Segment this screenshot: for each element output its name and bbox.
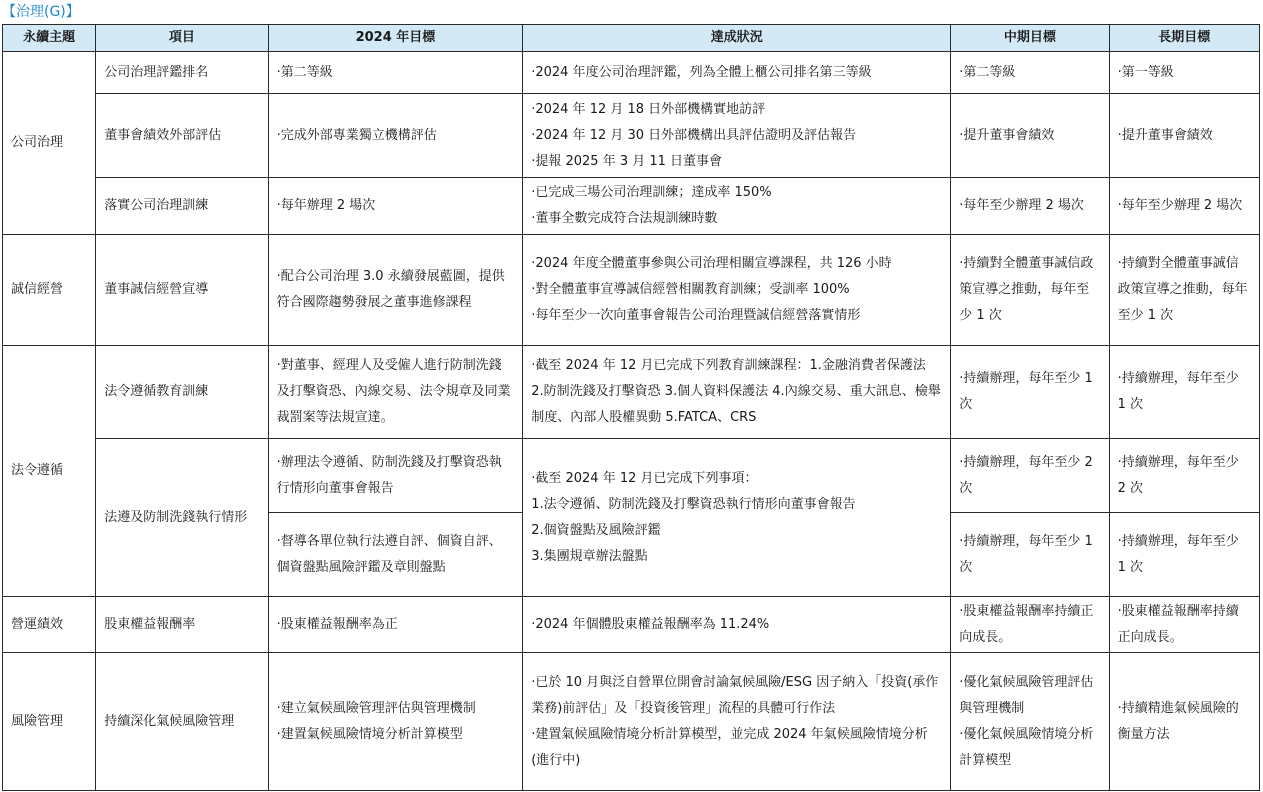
- theme-cell: 營運績效: [3, 597, 96, 653]
- table-row: [3, 597, 1260, 653]
- item-cell: 董事會績效外部評估: [96, 94, 268, 178]
- mid-target-cell: ‧股東權益報酬率持續正向成長。: [951, 597, 1109, 653]
- mid-target-cell: ‧持續辦理，每年至少 1 次: [951, 513, 1109, 597]
- long-target-cell: ‧第一等級: [1109, 52, 1259, 94]
- mid-target-cell: ‧提升董事會績效: [951, 94, 1109, 178]
- item-cell: 法令遵循教育訓練: [96, 346, 268, 439]
- status-line: ‧2024 年 12 月 18 日外部機構實地訪評: [531, 101, 766, 117]
- status-line: ‧2024 年 12 月 30 日外部機構出具評估證明及評估報告: [531, 127, 857, 143]
- target-line: ‧建立氣候風險管理評估與管理機制: [276, 700, 476, 716]
- long-target-cell: ‧持續辦理，每年至少 1 次: [1109, 346, 1259, 439]
- item-cell: 法遵及防制洗錢執行情形: [96, 439, 268, 597]
- header-theme: 永續主題: [3, 25, 96, 52]
- table-row: [3, 235, 1260, 346]
- mid-target-cell: ‧持續辦理，每年至少 2 次: [951, 439, 1109, 513]
- table-row: [3, 653, 1260, 791]
- status-line: ‧每年至少一次向董事會報告公司治理暨誠信經營落實情形: [531, 308, 861, 323]
- status-cell: [523, 94, 951, 178]
- status-line: ‧董事全數完成符合法規訓練時數: [531, 211, 718, 226]
- status-cell: ‧2024 年個體股東權益報酬率為 11.24%: [523, 597, 951, 653]
- status-cell: [523, 653, 951, 791]
- target-cell: ‧第二等級: [268, 52, 523, 94]
- table-row: [3, 439, 1260, 513]
- status-cell: ‧截至 2024 年 12 月已完成下列教育訓練課程：1.金融消費者保護法 2.防制洗錢及打擊資恐 3.個人資料保護法 4.內線交易、重大訊息、檢舉制度、內部人股權異動 5.FATCA、CRS: [523, 346, 951, 439]
- mid-target-line: ‧優化氣候風險情境分析計算模型: [959, 726, 1094, 768]
- table-row: [3, 346, 1260, 439]
- long-target-cell: ‧持續精進氣候風險的衡量方法: [1109, 653, 1259, 791]
- mid-target-cell: ‧第二等級: [951, 52, 1109, 94]
- status-line: ‧2024 年度全體董事參與公司治理相關宣導課程，共 126 小時: [531, 256, 892, 271]
- governance-table: [2, 24, 1260, 791]
- theme-cell: 法令遵循: [3, 346, 96, 597]
- target-cell: ‧每年辦理 2 場次: [268, 178, 523, 235]
- target-cell: ‧對董事、經理人及受僱人進行防制洗錢及打擊資恐、內線交易、法令規章及同業裁罰案等法規宣達。: [268, 346, 523, 439]
- item-cell: 公司治理評鑑排名: [96, 52, 268, 94]
- status-line: ‧提報 2025 年 3 月 11 日董事會: [531, 153, 723, 169]
- target-cell: ‧完成外部專業獨立機構評估: [268, 94, 523, 178]
- status-line: ‧對全體董事宣導誠信經營相關教育訓練；受訓率 100%: [531, 282, 850, 297]
- header-mid-target: 中期目標: [951, 25, 1109, 52]
- status-line: ‧已於 10 月與泛自營單位開會討論氣候風險/ESG 因子納入「投資(承作業務)前評估」及「投資後管理」流程的具體可行作法: [531, 674, 939, 716]
- status-line: ‧截至 2024 年 12 月已完成下列事項：: [531, 470, 758, 486]
- table-row: [3, 94, 1260, 178]
- item-cell: 股東權益報酬率: [96, 597, 268, 653]
- item-cell: 董事誠信經營宣導: [96, 235, 268, 346]
- mid-target-cell: [951, 653, 1109, 791]
- item-cell: 落實公司治理訓練: [96, 178, 268, 235]
- status-line: ‧已完成三場公司治理訓練；達成率 150%: [531, 185, 772, 200]
- target-cell: ‧配合公司治理 3.0 永續發展藍圖，提供符合國際趨勢發展之董事進修課程: [268, 235, 523, 346]
- long-target-cell: ‧每年至少辦理 2 場次: [1109, 178, 1259, 235]
- theme-cell: 公司治理: [3, 52, 96, 235]
- target-line: ‧建置氣候風險情境分析計算模型: [276, 726, 463, 742]
- header-status: 達成狀況: [523, 25, 951, 52]
- status-cell: ‧2024 年度公司治理評鑑，列為全體上櫃公司排名第三等級: [523, 52, 951, 94]
- status-cell: [523, 235, 951, 346]
- target-cell: ‧督導各單位執行法遵自評、個資自評、個資盤點風險評鑑及章則盤點: [268, 513, 523, 597]
- status-line: 3.集團規章辦法盤點: [531, 548, 648, 564]
- long-target-cell: ‧持續辦理，每年至少 1 次: [1109, 513, 1259, 597]
- target-cell: [268, 653, 523, 791]
- header-item: 項目: [96, 25, 268, 52]
- section-title: 【治理(G)】: [2, 4, 80, 20]
- status-cell: [523, 439, 951, 597]
- theme-cell: 誠信經營: [3, 235, 96, 346]
- mid-target-line: ‧優化氣候風險管理評估與管理機制: [959, 674, 1094, 716]
- status-cell: [523, 178, 951, 235]
- long-target-cell: ‧股東權益報酬率持續正向成長。: [1109, 597, 1259, 653]
- target-cell: ‧股東權益報酬率為正: [268, 597, 523, 653]
- target-cell: ‧辦理法令遵循、防制洗錢及打擊資恐執行情形向董事會報告: [268, 439, 523, 513]
- mid-target-cell: ‧持續辦理，每年至少 1 次: [951, 346, 1109, 439]
- theme-cell: 風險管理: [3, 653, 96, 791]
- table-row: [3, 52, 1260, 94]
- mid-target-cell: ‧每年至少辦理 2 場次: [951, 178, 1109, 235]
- long-target-cell: ‧持續對全體董事誠信政策宣導之推動，每年至少 1 次: [1109, 235, 1259, 346]
- status-line: 2.個資盤點及風險評鑑: [531, 522, 661, 538]
- header-long-target: 長期目標: [1109, 25, 1259, 52]
- long-target-cell: ‧提升董事會績效: [1109, 94, 1259, 178]
- status-line: ‧建置氣候風險情境分析計算模型，並完成 2024 年氣候風險情境分析(進行中): [531, 726, 928, 768]
- status-line: 1.法令遵循、防制洗錢及打擊資恐執行情形向董事會報告: [531, 496, 856, 512]
- item-cell: 持續深化氣候風險管理: [96, 653, 268, 791]
- long-target-cell: ‧持續辦理，每年至少 2 次: [1109, 439, 1259, 513]
- header-2024-target: 2024 年目標: [268, 25, 523, 52]
- table-row: [3, 178, 1260, 235]
- mid-target-cell: ‧持續對全體董事誠信政策宣導之推動，每年至少 1 次: [951, 235, 1109, 346]
- header-row: [3, 25, 1260, 52]
